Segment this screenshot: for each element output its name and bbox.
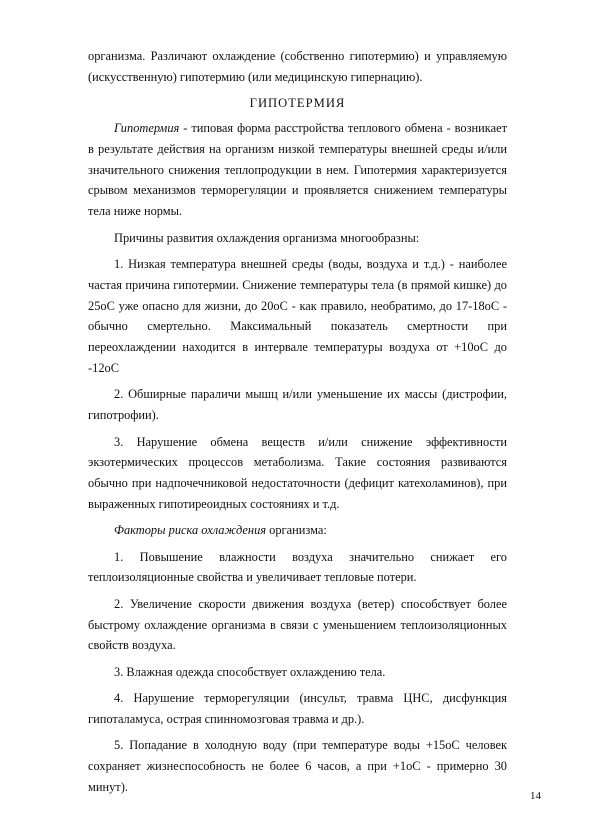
risk-factor-item-5: 5. Попадание в холодную воду (при температуре воды +15оС человек сохраняет жизнеспособность не более 6 часов, а при +1оС - примерно 30 минут).: [88, 738, 507, 795]
risk-factor-item-2: 2. Увеличение скорости движения воздуха (ветер) способствует более быстрому охлаждение организма в связи с уменьшением теплоизоляционных свойств воздуха.: [88, 596, 507, 653]
cause-item-1: 1. Низкая температура внешней среды (воды, воздуха и т.д.) - наиболее частая причина гипотермии. Снижение температуры тела (в прямой кишке) до 25оС уже опасно для жизни, до 20оС - как правило, необратимо, до 17-18оС - обычно смертельно. Максимальный показатель смертности при переохлаждении находится в интервале температуры воздуха от +10оС до -12оС: [88, 256, 507, 375]
risk-factor-item-1: 1. Повышение влажности воздуха значительно снижает его теплоизоляционные свойства и увеличивает тепловые потери.: [88, 549, 507, 585]
causes-intro: Причины развития охлаждения организма многообразны:: [114, 230, 420, 245]
body-text: [88, 46, 507, 803]
risk-factor-item-4: 4. Нарушение терморегуляции (инсульт, травма ЦНС, дисфункция гипоталамуса, острая спинномозговая травма и др.).: [88, 691, 507, 727]
definition-text: - типовая форма расстройства теплового обмена - возникает в результате действия на организм низкой температуры внешней среды и/или значительного снижения теплопродукции в нем. Гипотермия характеризуется срывом механизмов терморегуляции и проявляется снижением температуры тела ниже нормы.: [88, 120, 507, 219]
risk-factor-item-3: 3. Влажная одежда способствует охлаждению тела.: [114, 664, 386, 679]
cause-item-2: 2. Обширные параличи мышц и/или уменьшение их массы (дистрофии, гипотрофии).: [88, 387, 507, 423]
intro-paragraph: организма. Различают охлаждение (собственно гипотермию) и управляемую (искусственную) гипотермию (или медицинскую гипернацию).: [88, 49, 507, 84]
risk-factors-intro: [88, 520, 507, 541]
risk-factors-text: организма:: [266, 523, 327, 538]
risk-factors-term: Факторы риска охлаждения: [114, 523, 267, 538]
cause-item-3: 3. Нарушение обмена веществ и/или снижение эффективности экзотермических процессов метаболизма. Такие состояния развиваются обычно при надпочечниковой недостаточности (дефицит катехоламинов), при выраженных гипотиреоидных состояниях и т.д.: [88, 434, 507, 511]
section-heading: ГИПОТЕРМИЯ: [249, 96, 346, 111]
definition-paragraph: [88, 118, 507, 222]
definition-term: Гипотермия: [114, 120, 180, 135]
page-number: 14: [530, 790, 541, 802]
